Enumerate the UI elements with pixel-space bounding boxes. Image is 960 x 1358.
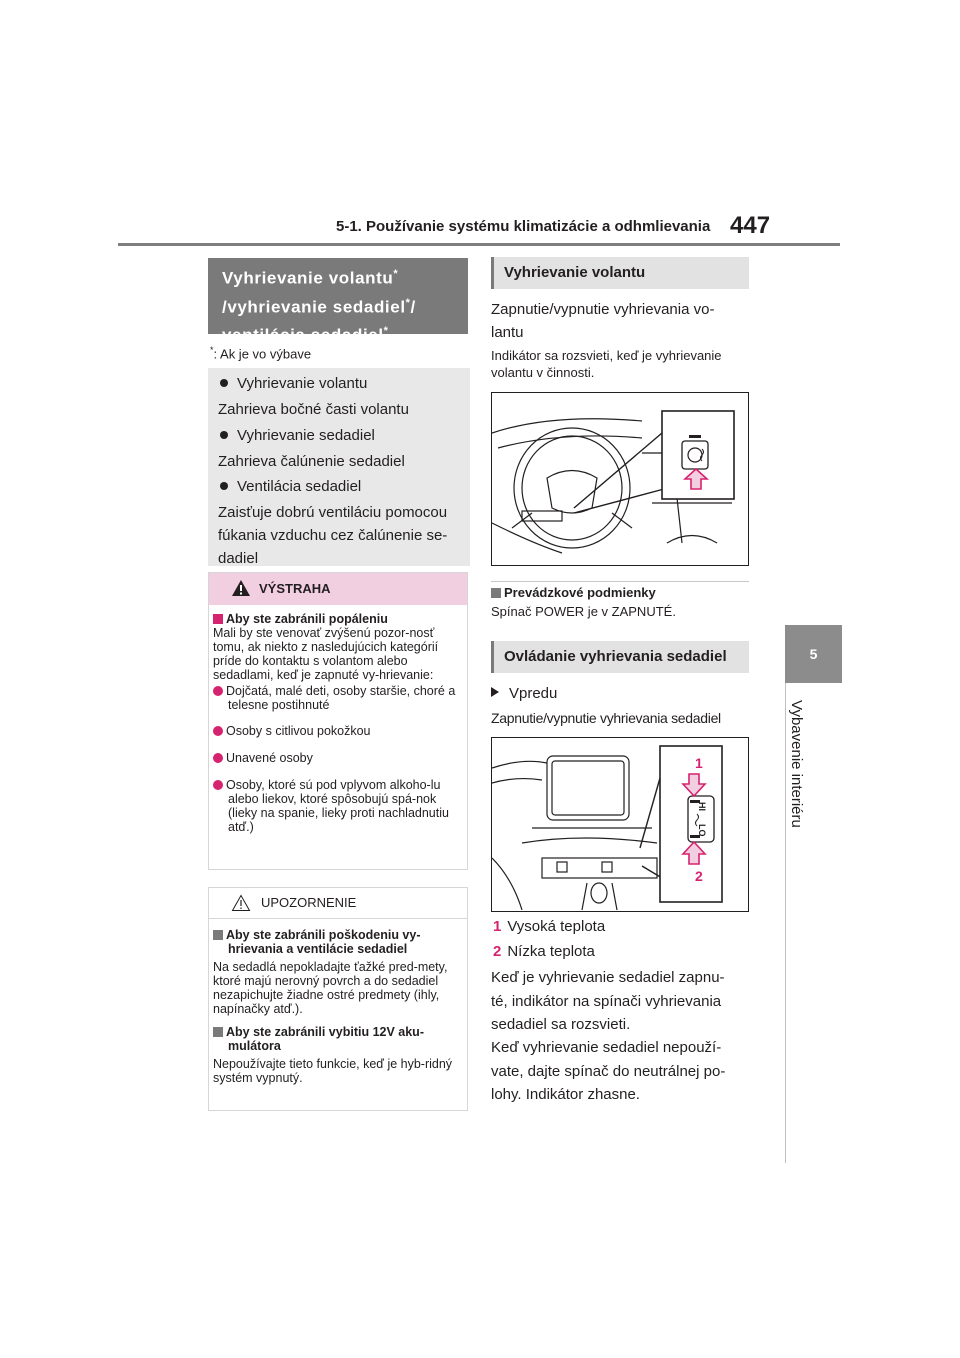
warning-text: Mali by ste venovať zvýšenú pozor-nosť tomu, ak niekto z nasledujúcich kategórií príde do kontaktu s volantom alebo sedadlami, keď je zapnuté vy-hrievanie:: [213, 626, 439, 682]
front-instruction: Zapnutie/vypnutie vyhrievania sedadiel: [491, 710, 721, 726]
front-label: Vpredu: [491, 682, 557, 705]
feature-title: Ventilácia sedadiel: [237, 478, 362, 495]
banner-line-2: /vyhrievanie sedadiel: [222, 297, 406, 317]
chapter-tab[interactable]: [785, 625, 842, 683]
triangle-marker-icon: [491, 687, 499, 697]
paragraph-indicator-off: Keď vyhrievanie sedadiel nepouží- vate, dajte spínač do neutrálnej po- lohy. Indikátor zhasne.: [491, 1039, 726, 1103]
side-divider: [785, 683, 786, 1163]
banner-slash: /: [410, 297, 416, 317]
warning-item: Osoby s citlivou pokožkou: [226, 724, 371, 738]
conditions-text: Spínač POWER je v ZAPNUTÉ.: [491, 604, 676, 619]
feature-2: [218, 424, 405, 473]
feature-list: [208, 368, 470, 566]
notice-text: Na sedadlá nepokladajte ťažké pred-mety, ktoré majú nerovný povrch a do sedadiel nezapichujte žiadne ostré predmety (ihly, napínačky atď.).: [213, 960, 448, 1016]
feature-desc: Zahrieva bočné časti volantu: [218, 401, 409, 418]
header-rule: [118, 243, 840, 246]
square-marker-icon: [213, 1027, 223, 1037]
page-number: 447: [730, 212, 771, 239]
heading-seat-heater: Ovládanie vyhrievania sedadiel: [491, 641, 749, 673]
warning-box: [208, 572, 468, 870]
footnote-mark: *: [210, 345, 214, 355]
dot-marker-icon: [213, 686, 223, 696]
feature-desc: Zaisťuje dobrú ventiláciu pomocou: [218, 504, 448, 521]
feature-3: [218, 475, 447, 570]
warning-icon: [231, 579, 251, 597]
square-marker-icon: [213, 930, 223, 940]
notice-heading: Aby ste zabránili poškodeniu vy-hrievania a ventilácie sedadiel: [226, 928, 421, 956]
warning-label: VÝSTRAHA: [259, 581, 331, 596]
dot-marker-icon: [213, 753, 223, 763]
steering-wheel-figure: [491, 392, 749, 566]
square-marker-icon: [213, 614, 223, 624]
banner-star-2: *: [405, 296, 411, 309]
banner-star-1: *: [393, 268, 399, 280]
warning-heading: Aby ste zabránili popáleniu: [226, 612, 388, 626]
legend-1: 1 Vysoká teplota: [493, 918, 606, 935]
section-banner: [208, 258, 468, 345]
paragraph-indicator-on: Keď je vyhrievanie sedadiel zapnu- té, indikátor na spínači vyhrievania sedadiel sa rozsvieti.: [491, 969, 725, 1033]
bullet-icon: [220, 431, 228, 439]
chapter-label: Vybavenie interiéru: [788, 700, 805, 828]
feature-desc: dadiel: [218, 550, 259, 567]
banner-star-3: *: [383, 325, 389, 338]
warning-header: [209, 573, 467, 605]
notice-header: [209, 888, 467, 919]
warning-item: Unavené osoby: [226, 751, 313, 765]
feature-desc: Zahrieva čalúnenie sedadiel: [218, 453, 405, 470]
banner-line-1: Vyhrievanie volantu: [222, 268, 394, 288]
feature-title: Vyhrievanie volantu: [237, 375, 368, 392]
seat-heater-figure: [491, 737, 749, 912]
bullet-icon: [220, 379, 228, 387]
caution-icon: [231, 894, 251, 912]
steering-wheel-illustration: [492, 393, 748, 565]
warning-body: [209, 605, 467, 834]
section-divider: [491, 581, 749, 582]
console-illustration: [492, 738, 748, 911]
notice-text: Nepoužívajte tieto funkcie, keď je hyb-ridný systém vypnutý.: [213, 1057, 453, 1085]
switch-hi-label: HI: [697, 802, 707, 811]
callout-2: 2: [695, 868, 703, 884]
notice-label: UPOZORNENIE: [261, 895, 357, 910]
square-marker-icon: [491, 588, 501, 598]
feature-title: Vyhrievanie sedadiel: [237, 427, 375, 444]
bullet-icon: [220, 482, 228, 490]
section-title: 5-1. Používanie systému klimatizácie a odhmlievania: [336, 218, 711, 235]
feature-1: [218, 372, 409, 421]
switch-lo-label: LO: [697, 824, 707, 837]
dot-marker-icon: [213, 726, 223, 736]
heading-steering-heater: Vyhrievanie volantu: [491, 257, 749, 289]
dot-marker-icon: [213, 780, 223, 790]
notice-heading: Aby ste zabránili vybitiu 12V aku-mulátora: [226, 1025, 424, 1053]
notice-box: [208, 887, 468, 1111]
notice-body: [209, 919, 467, 1085]
banner-line-3: ventilácia sedadiel: [222, 325, 384, 345]
callout-1: 1: [695, 755, 703, 771]
chapter-number: 5: [809, 646, 818, 662]
steering-instruction: Zapnutie/vypnutie vyhrievania vo- lantu: [491, 301, 715, 341]
warning-item: Dojčatá, malé deti, osoby staršie, choré a telesne postihnuté: [226, 684, 456, 712]
conditions-heading: Prevádzkové podmienky: [491, 585, 656, 600]
warning-item: Osoby, ktoré sú pod vplyvom alkoho-lu alebo liekov, ktoré spôsobujú spá-nok (lieky na spanie, lieky proti nachladnutiu atď.): [226, 778, 449, 834]
feature-desc: fúkania vzduchu cez čalúnenie se-: [218, 527, 448, 544]
legend-2: 2 Nízka teplota: [493, 943, 595, 960]
steering-indicator-note: Indikátor sa rozsvieti, keď je vyhrievanie volantu v činnosti.: [491, 348, 722, 380]
footnote: [210, 345, 311, 361]
footnote-text: : Ak je vo výbave: [213, 346, 312, 362]
